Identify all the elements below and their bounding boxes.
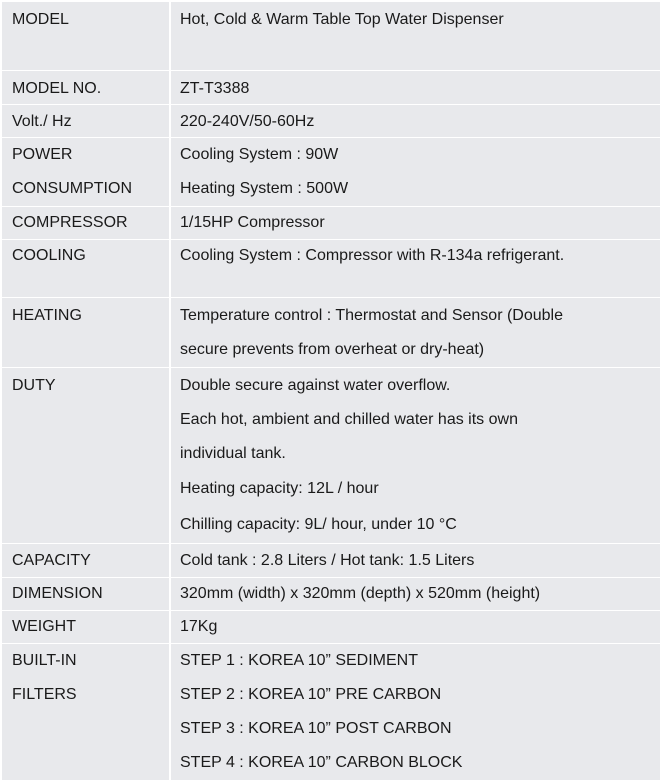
spec-value-line: STEP 2 : KOREA 10” PRE CARBON (180, 686, 442, 703)
spec-row-voltage (2, 105, 660, 138)
spec-value-line: Heating System : 500W (180, 180, 349, 197)
spec-value-line: ZT-T3388 (180, 80, 250, 97)
spec-value-line: STEP 3 : KOREA 10” POST CARBON (180, 720, 452, 737)
spec-label-line: COMPRESSOR (12, 214, 128, 231)
spec-label-line: CAPACITY (12, 552, 91, 569)
spec-value (171, 298, 660, 368)
spec-label (2, 368, 171, 544)
spec-value-line: individual tank. (180, 445, 286, 462)
spec-value (171, 71, 660, 105)
spec-value-line: Hot, Cold & Warm Table Top Water Dispenser (180, 11, 504, 28)
spec-row-capacity (2, 544, 660, 578)
spec-label (2, 544, 171, 578)
spec-label (2, 298, 171, 368)
spec-row-model (2, 2, 660, 71)
spec-label (2, 105, 171, 138)
spec-value-line: 17Kg (180, 618, 218, 635)
spec-label-line: Volt./ Hz (12, 113, 72, 130)
spec-label-line: DUTY (12, 377, 56, 394)
spec-label-line: DIMENSION (12, 585, 103, 602)
spec-value (171, 105, 660, 138)
spec-row-built-in-filters (2, 644, 660, 780)
spec-label (2, 2, 171, 71)
spec-value-line: Chilling capacity: 9L/ hour, under 10 °C (180, 516, 457, 533)
spec-label-line: COOLING (12, 247, 86, 264)
spec-value-line: 1/15HP Compressor (180, 214, 325, 231)
spec-row-compressor (2, 207, 660, 240)
spec-label (2, 240, 171, 298)
spec-value (171, 578, 660, 611)
spec-label-line: POWER (12, 146, 73, 163)
spec-value (171, 207, 660, 240)
spec-label-line: WEIGHT (12, 618, 76, 635)
spec-label (2, 138, 171, 207)
spec-label-line: HEATING (12, 307, 82, 324)
spec-label (2, 611, 171, 644)
spec-label-line: MODEL (12, 11, 69, 28)
spec-label-line: CONSUMPTION (12, 180, 132, 197)
spec-table (2, 2, 660, 780)
spec-value-line: Temperature control : Thermostat and Sensor (Double (180, 307, 564, 324)
spec-value-line: Each hot, ambient and chilled water has its own (180, 411, 518, 428)
spec-value-line: Double secure against water overflow. (180, 377, 451, 394)
spec-label (2, 71, 171, 105)
spec-row-power-consumption (2, 138, 660, 207)
spec-label-line: MODEL NO. (12, 80, 102, 97)
spec-value-line: secure prevents from overheat or dry-heat) (180, 341, 485, 358)
spec-row-cooling (2, 240, 660, 298)
spec-label-line: FILTERS (12, 686, 77, 703)
spec-value (171, 368, 660, 544)
spec-row-dimension (2, 578, 660, 611)
spec-label (2, 207, 171, 240)
spec-value (171, 138, 660, 207)
spec-value-line: Cooling System : 90W (180, 146, 339, 163)
spec-value (171, 544, 660, 578)
spec-value (171, 611, 660, 644)
spec-row-model-no (2, 71, 660, 105)
spec-value-line: Cooling System : Compressor with R-134a refrigerant. (180, 247, 565, 264)
spec-label (2, 578, 171, 611)
spec-value (171, 2, 660, 71)
spec-label (2, 644, 171, 780)
spec-row-weight (2, 611, 660, 644)
spec-value-line: Heating capacity: 12L / hour (180, 480, 379, 497)
spec-label-line: BUILT-IN (12, 652, 77, 669)
spec-value-line: STEP 4 : KOREA 10” CARBON BLOCK (180, 754, 463, 771)
spec-value-line: 320mm (width) x 320mm (depth) x 520mm (height) (180, 585, 541, 602)
spec-value-line: STEP 1 : KOREA 10” SEDIMENT (180, 652, 418, 669)
spec-value (171, 644, 660, 780)
spec-value (171, 240, 660, 298)
spec-row-duty (2, 368, 660, 544)
spec-value-line: 220-240V/50-60Hz (180, 113, 315, 130)
spec-value-line: Cold tank : 2.8 Liters / Hot tank: 1.5 Liters (180, 552, 475, 569)
spec-row-heating (2, 298, 660, 368)
